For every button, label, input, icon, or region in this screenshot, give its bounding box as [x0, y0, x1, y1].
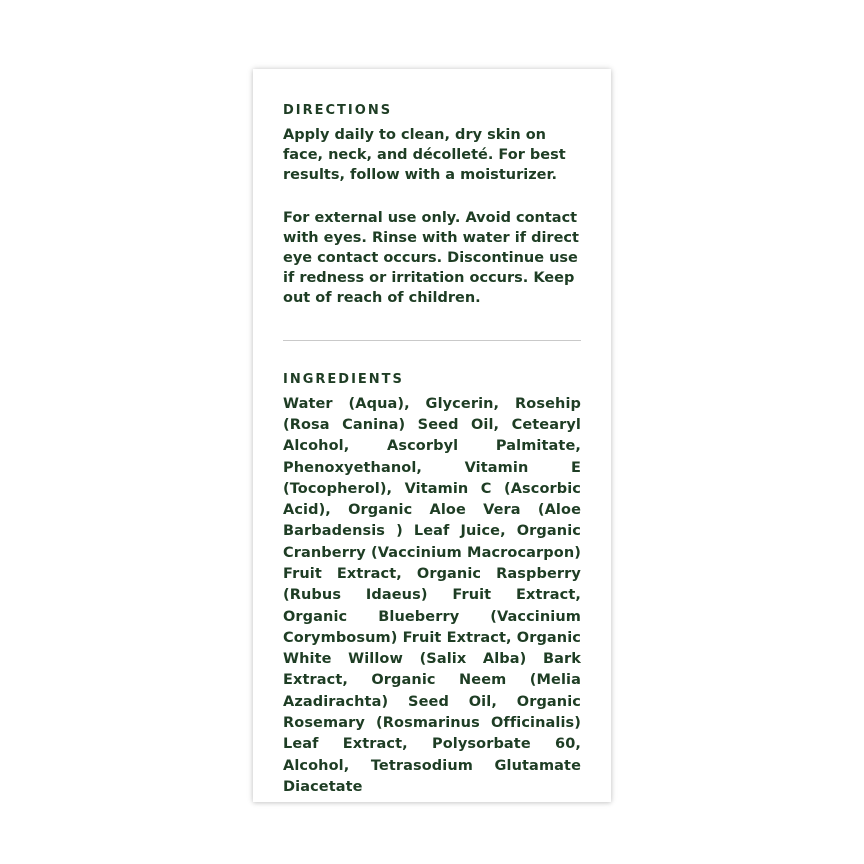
section-divider — [283, 340, 581, 341]
ingredients-heading: INGREDIENTS — [283, 371, 404, 387]
product-label-panel — [253, 69, 611, 802]
directions-warning-text: For external use only. Avoid contact with eyes. Rinse with water if direct eye contact occurs. Discontinue use if redness or irritation occurs. Keep out of reach of children. — [283, 209, 579, 307]
ingredients-list-text: Water (Aqua), Glycerin, Rosehip (Rosa Canina) Seed Oil, Cetearyl Alcohol, Ascorbyl Palmitate, Phenoxyethanol, Vitamin E (Tocopherol), Vitamin C (Ascorbic Acid), Organic Aloe Vera (Aloe Barbadensis ) Leaf Juice, Organic Cranberry (Vaccinium Macrocarpon) Fruit Extract, Organic Raspberry (Rubus Idaeus) Fruit Extract, Organic Blueberry (Vaccinium Corymbosum) Fruit Extract, Organic White Willow (Salix Alba) Bark Extract, Organic Neem (Melia Azadirachta) Seed Oil, Organic Rosemary (Rosmarinus Officinalis) Leaf Extract, Polysorbate 60, Alcohol, Tetrasodium Glutamate Diacetate — [283, 395, 581, 795]
directions-heading: DIRECTIONS — [283, 103, 393, 118]
directions-usage-text: Apply daily to clean, dry skin on face, neck, and décolleté. For best results, follow with a moisturizer. — [283, 127, 566, 184]
